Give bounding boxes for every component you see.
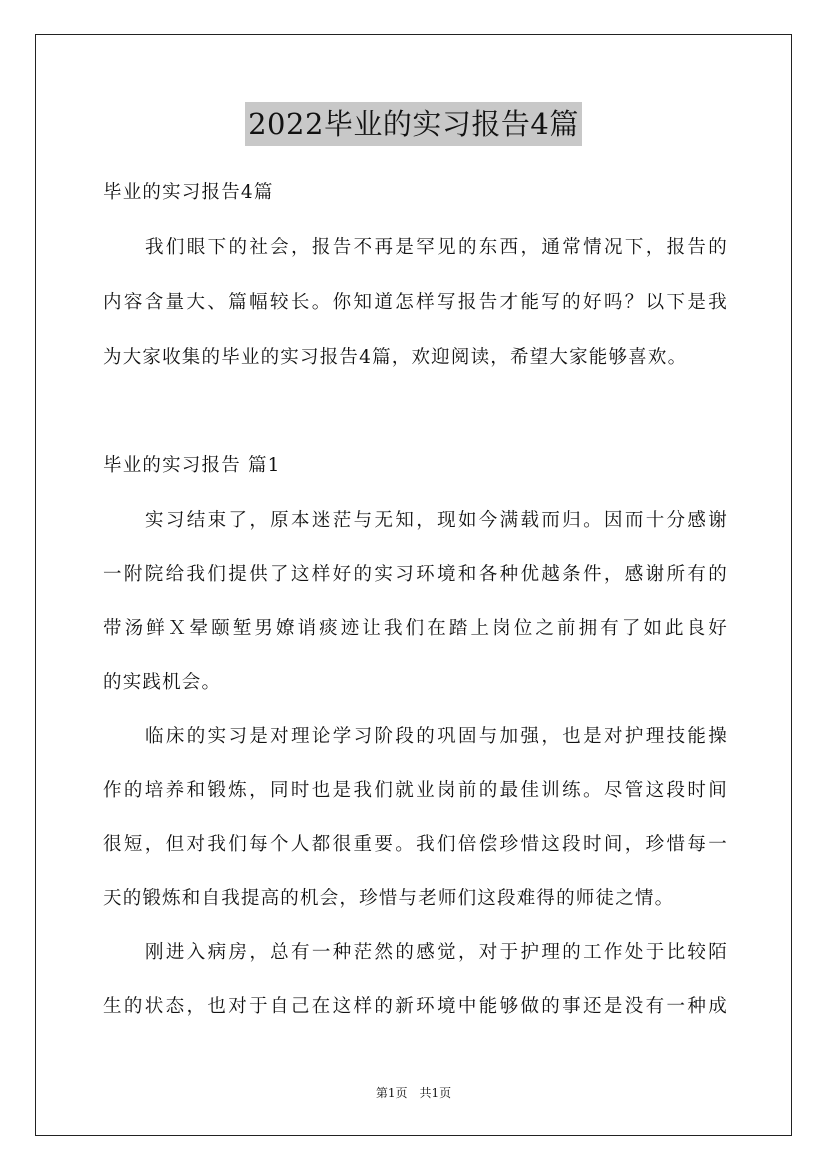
para2-line-3: 很短，但对我们每个人都很重要。我们倍偿珍惜这段时间，珍惜每一 (103, 834, 728, 855)
para1-line-2: 一附院给我们提供了这样好的实习环境和各种优越条件，感谢所有的 (103, 564, 728, 585)
para2-line-4: 天的锻炼和自我提高的机会，珍惜与老师们这段难得的师徒之情。 (103, 888, 675, 909)
para1-line-4: 的实践机会。 (103, 672, 222, 693)
para2-line-2: 作的培养和锻炼，同时也是我们就业岗前的最佳训练。尽管这段时间 (103, 780, 728, 801)
para2-line-1: 临床的实习是对理论学习阶段的巩固与加强，也是对护理技能操 (145, 726, 728, 747)
para1-line-1: 实习结束了，原本迷茫与无知，现如今满载而归。因而十分感谢 (145, 510, 728, 531)
para3-line-2: 生的状态，也对于自己在这样的新环境中能够做的事还是没有一种成 (103, 996, 728, 1017)
title-block (0, 102, 827, 146)
page-footer: 第1页 共1页 (375, 1086, 452, 1100)
intro-line-3: 为大家收集的毕业的实习报告4篇，欢迎阅读，希望大家能够喜欢。 (103, 347, 688, 368)
section-heading: 毕业的实习报告 篇1 (103, 455, 281, 476)
para1-line-3: 带汤鲜Ｘ晕颐堑男嫽诮痰迹让我们在踏上岗位之前拥有了如此良好 (103, 618, 728, 639)
document-subtitle: 毕业的实习报告4篇 (103, 182, 274, 203)
intro-line-1: 我们眼下的社会，报告不再是罕见的东西，通常情况下，报告的 (145, 237, 728, 258)
document-title: 2022毕业的实习报告4篇 (245, 102, 582, 146)
intro-line-2: 内容含量大、篇幅较长。你知道怎样写报告才能写的好吗？以下是我 (103, 292, 728, 313)
para3-line-1: 刚进入病房，总有一种茫然的感觉，对于护理的工作处于比较陌 (145, 942, 728, 963)
